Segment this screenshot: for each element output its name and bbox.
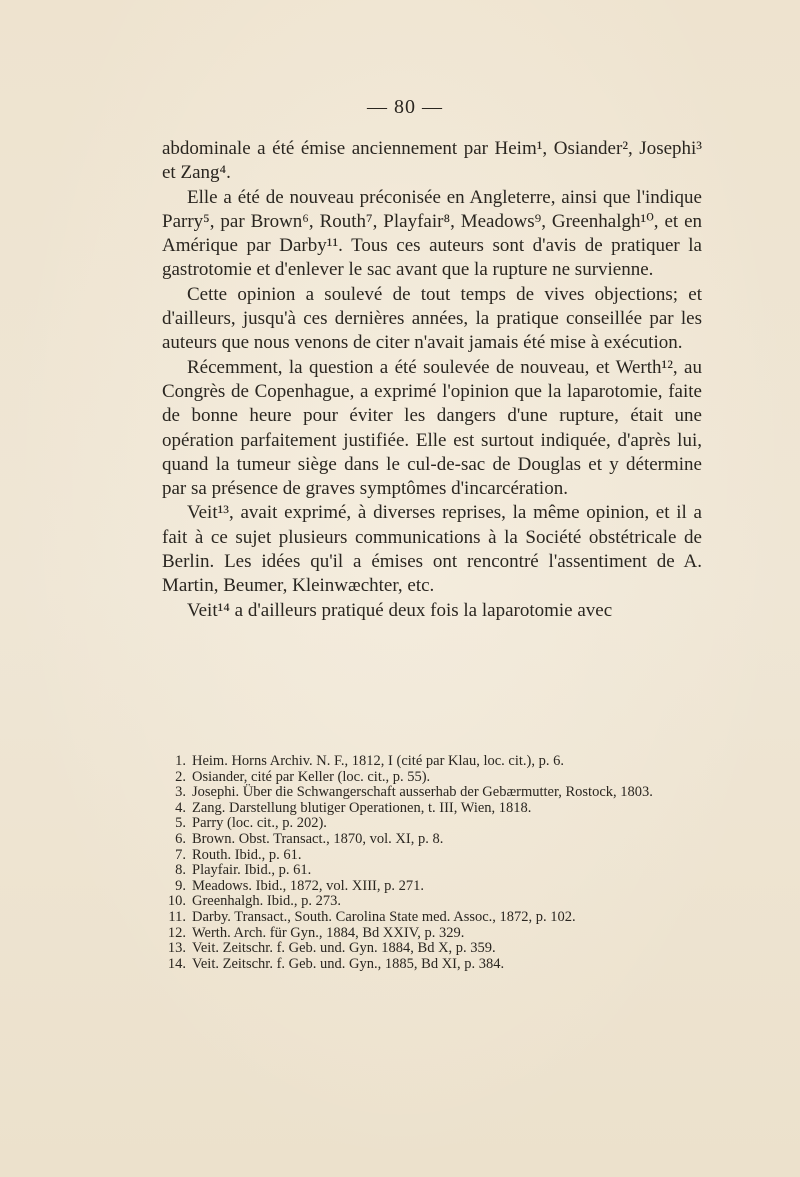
footnote bbox=[162, 879, 702, 895]
footnote bbox=[162, 848, 702, 864]
footnote-text: Darby. Transact., South. Carolina State med. Assoc., 1872, p. 102. bbox=[192, 908, 576, 925]
footnote-number: 10. bbox=[167, 893, 186, 910]
footnote-text: Brown. Obst. Transact., 1870, vol. XI, p. 8. bbox=[192, 830, 444, 847]
footnote-text: Playfair. Ibid., p. 61. bbox=[192, 862, 312, 879]
footnote bbox=[162, 801, 702, 817]
footnote-text: Zang. Darstellung blutiger Operationen, t. III, Wien, 1818. bbox=[192, 799, 532, 816]
footnote bbox=[162, 832, 702, 848]
paragraph: Veit¹³, avait exprimé, à diverses reprises, la même opinion, et il a fait à ce sujet plusieurs communications à la Société obstétricale de Berlin. Les idées qu'il a émises ont rencontré l'assentiment de A. Martin, Beumer, Kleinwæchter, etc. bbox=[162, 502, 702, 597]
footnote-number: 11. bbox=[168, 908, 186, 925]
footnote-number: 14. bbox=[167, 955, 186, 972]
footnote bbox=[162, 926, 702, 942]
footnote-number: 1. bbox=[175, 753, 186, 769]
page-number: — 80 — bbox=[367, 96, 443, 118]
footnote bbox=[162, 957, 702, 973]
paragraph: Récemment, la question a été soulevée de nouveau, et Werth¹², au Congrès de Copenhague, a exprimé l'opinion que la laparotomie, faite de bonne heure pour éviter les dangers d'une rupture, était une opération parfaitement justifiée. Elle est surtout indiquée, d'après lui, quand la tumeur siège dans le cul-de-sac de Douglas et y détermine par sa présence de graves symptômes d'incarcération. bbox=[162, 356, 702, 500]
footnote-text: Meadows. Ibid., 1872, vol. XIII, p. 271. bbox=[192, 877, 424, 894]
footnote-number: 8. bbox=[175, 862, 186, 879]
paragraph: Elle a été de nouveau préconisée en Angleterre, ainsi que l'indique Parry⁵, par Brown⁶, Routh⁷, Playfair⁸, Meadows⁹, Greenhalgh¹⁰, et en Amérique par Darby¹¹. Tous ces auteurs sont d'avis de pratiquer la gastrotomie et d'enlever le sac avant que la rupture ne survienne. bbox=[162, 186, 702, 281]
footnote bbox=[162, 816, 702, 832]
footnotes bbox=[162, 754, 702, 972]
footnote-text: Veit. Zeitschr. f. Geb. und. Gyn. 1884, Bd X, p. 359. bbox=[192, 940, 496, 957]
footnote bbox=[162, 863, 702, 879]
footnote-number: 9. bbox=[175, 877, 186, 894]
footnote bbox=[162, 754, 702, 770]
footnote bbox=[162, 770, 702, 786]
footnote-number: 6. bbox=[175, 830, 186, 847]
footnote-text: Heim. Horns Archiv. N. F., 1812, I (cité par Klau, loc. cit.), p. 6. bbox=[192, 753, 565, 769]
footnote-text: Veit. Zeitschr. f. Geb. und. Gyn., 1885, Bd XI, p. 384. bbox=[192, 955, 505, 972]
footnote-number: 2. bbox=[175, 768, 186, 785]
footnote-text: Greenhalgh. Ibid., p. 273. bbox=[192, 893, 341, 910]
footnote-number: 4. bbox=[175, 799, 186, 816]
footnote bbox=[162, 894, 702, 910]
paragraph: Cette opinion a soulevé de tout temps de vives objections; et d'ailleurs, jusqu'à ces dernières années, la pratique conseillée par les auteurs que nous venons de citer n'avait jamais été mise à exécution. bbox=[162, 283, 702, 354]
paragraph: abdominale a été émise anciennement par Heim¹, Osiander², Josephi³ et Zang⁴. bbox=[162, 138, 702, 184]
footnote bbox=[162, 785, 702, 801]
footnote bbox=[162, 910, 702, 926]
footnote bbox=[162, 941, 702, 957]
footnote-text: Osiander, cité par Keller (loc. cit., p. 55). bbox=[192, 768, 431, 785]
footnote-number: 5. bbox=[175, 815, 186, 832]
footnote-text: Josephi. Über die Schwangerschaft ausserhab der Gebærmutter, Rostock, 1803. bbox=[192, 784, 653, 801]
footnote-number: 12. bbox=[167, 924, 186, 941]
footnote-text: Parry (loc. cit., p. 202). bbox=[192, 815, 327, 832]
footnote-text: Routh. Ibid., p. 61. bbox=[192, 846, 302, 863]
body-text bbox=[162, 137, 702, 623]
footnote-text: Werth. Arch. für Gyn., 1884, Bd XXIV, p. 329. bbox=[192, 924, 465, 941]
footnote-number: 7. bbox=[175, 846, 186, 863]
paragraph: Veit¹⁴ a d'ailleurs pratiqué deux fois la laparotomie avec bbox=[187, 599, 613, 621]
footnote-number: 3. bbox=[175, 784, 186, 801]
footnote-number: 13. bbox=[167, 940, 186, 957]
